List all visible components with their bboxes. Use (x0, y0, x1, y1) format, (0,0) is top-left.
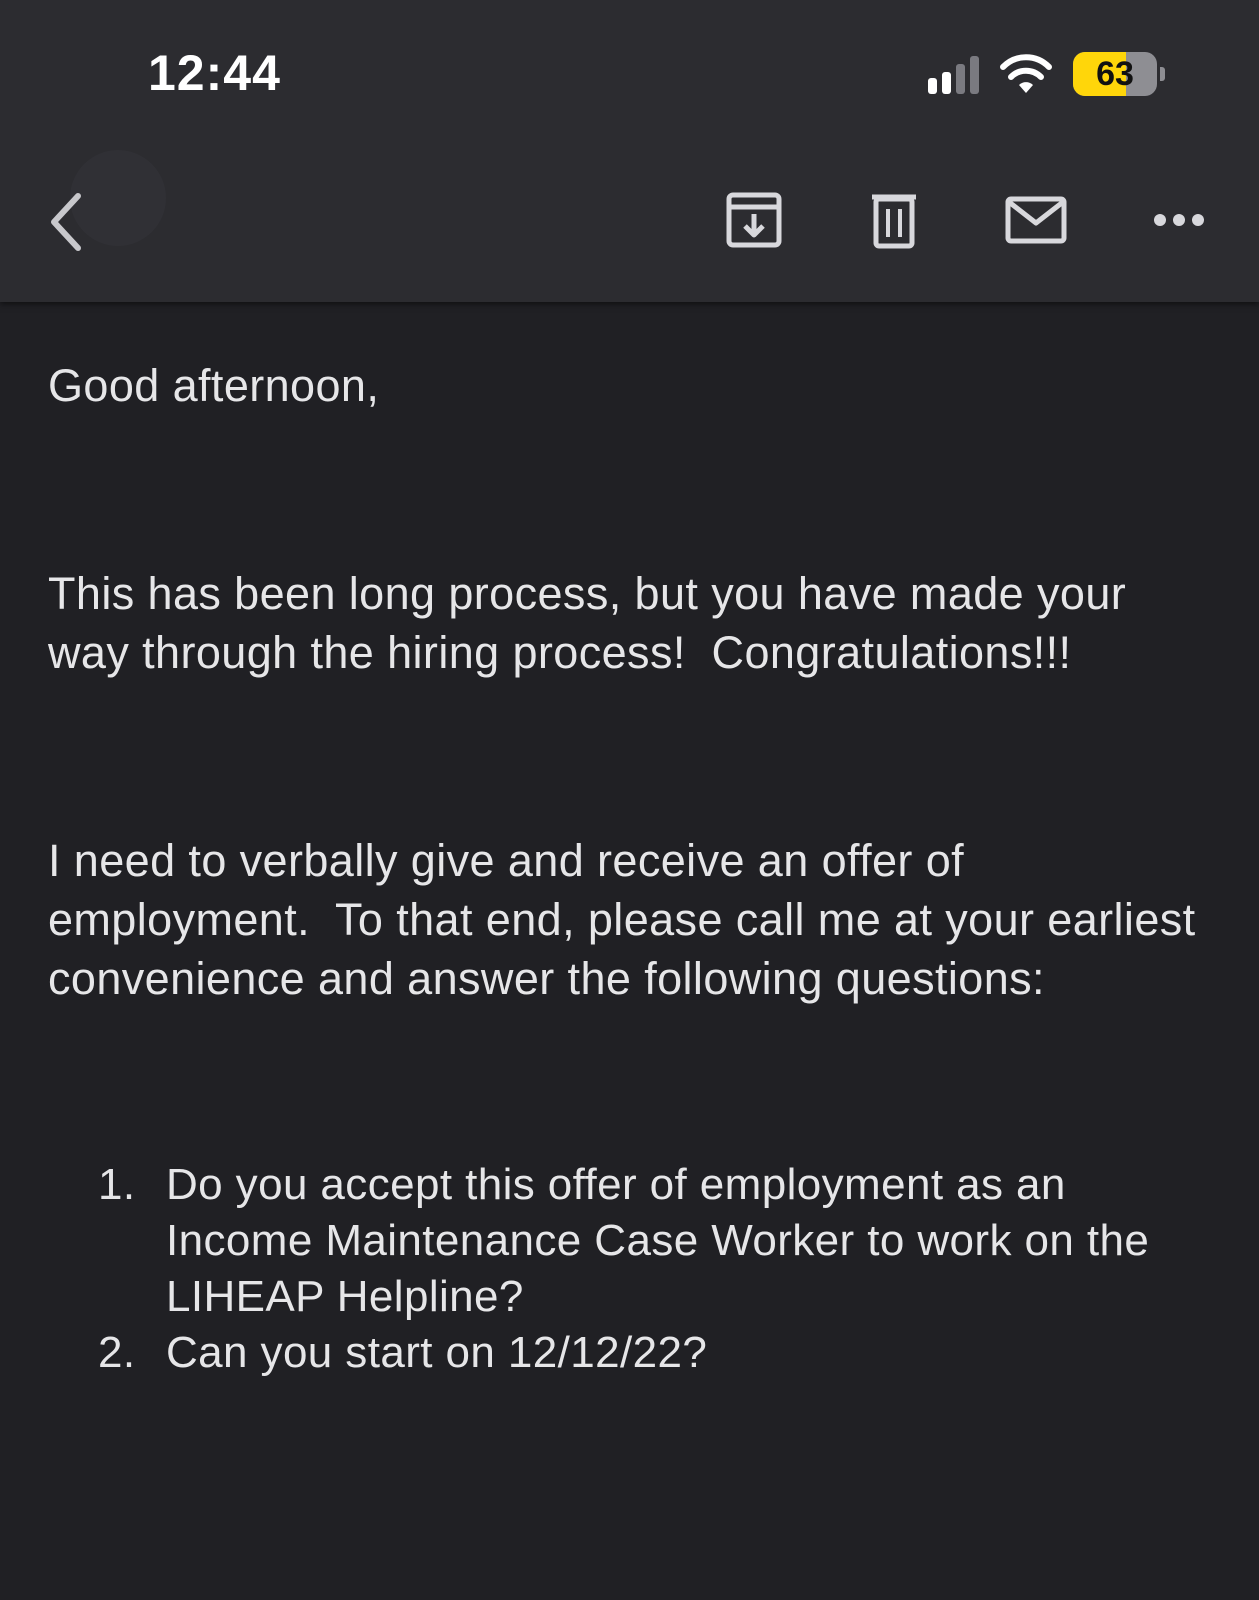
archive-button[interactable] (714, 186, 794, 254)
envelope-icon (1005, 196, 1067, 244)
top-chrome (0, 0, 1259, 302)
list-item (48, 1157, 1218, 1325)
list-item-number: 2. (98, 1328, 136, 1377)
mark-unread-button[interactable] (998, 186, 1074, 254)
email-paragraph: This has been long process, but you have made your way through the hiring process! Congratulations!!! (48, 568, 1140, 678)
battery-indicator (1073, 52, 1165, 96)
trash-icon (870, 191, 918, 249)
battery-icon (1073, 52, 1157, 96)
wifi-icon (999, 53, 1053, 95)
list-item-text: Can you start on 12/12/22? (166, 1328, 708, 1377)
status-time: 12:44 (148, 45, 281, 101)
list-item-number: 1. (98, 1160, 136, 1209)
back-button[interactable] (36, 182, 96, 262)
email-greeting: Good afternoon, (48, 360, 380, 411)
list-item-text: Do you accept this offer of employment as an Income Maintenance Case Worker to work on the LIHEAP Helpline? (166, 1160, 1150, 1321)
list-item (48, 1325, 1218, 1381)
more-horizontal-icon (1153, 212, 1205, 228)
battery-level: 63 (1096, 54, 1134, 93)
more-button[interactable] (1146, 186, 1212, 254)
archive-icon (726, 192, 782, 248)
email-paragraph: I need to verbally give and receive an offer of employment. To that end, please call me at your earliest convenience and answer the following questions: (48, 835, 1209, 1004)
questions-list (48, 1157, 1218, 1381)
battery-cap (1160, 67, 1165, 81)
cellular-signal-icon (928, 54, 979, 94)
status-icons (928, 52, 1165, 96)
chevron-left-icon (46, 190, 86, 254)
email-body (48, 356, 1218, 1381)
delete-button[interactable] (856, 186, 932, 254)
